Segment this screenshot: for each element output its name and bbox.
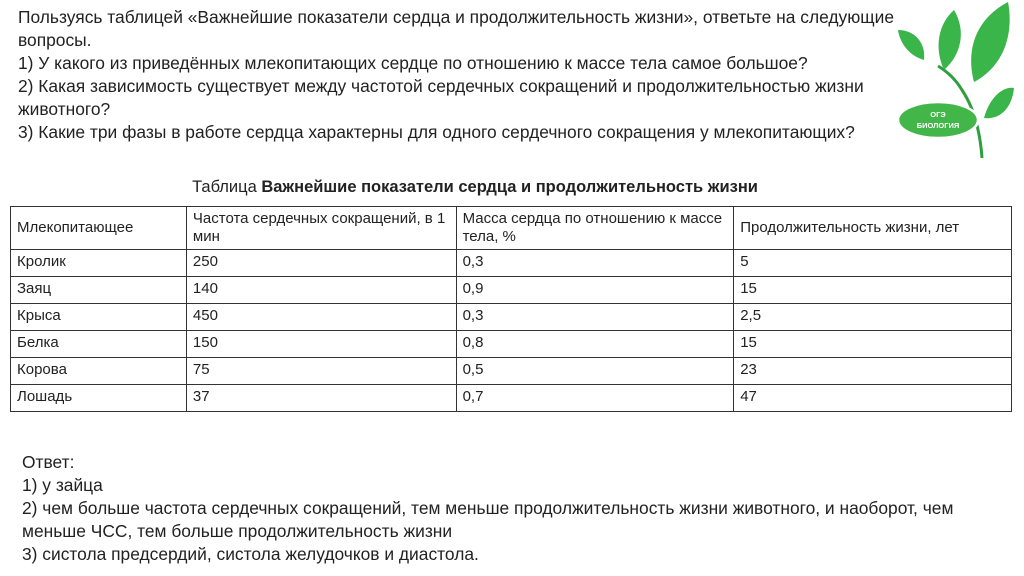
heart-indicators-table (10, 206, 1012, 412)
cell-heart-mass: 0,8 (456, 331, 734, 358)
question-2: 2) Какая зависимость существует между частотой сердечных сокращений и продолжительностью жизни животного? (18, 76, 864, 119)
badge-line-2: БИОЛОГИЯ (916, 121, 960, 130)
oge-biology-logo (896, 0, 1014, 160)
cell-lifespan: 15 (734, 331, 1012, 358)
table-row (11, 304, 1012, 331)
cell-mammal: Белка (11, 331, 187, 358)
cell-heart-mass: 0,9 (456, 277, 734, 304)
cell-mammal: Корова (11, 358, 187, 385)
cell-mammal: Заяц (11, 277, 187, 304)
cell-heart-mass: 0,7 (456, 385, 734, 412)
table-caption-prefix: Таблица (192, 178, 262, 196)
cell-heart-rate: 450 (186, 304, 456, 331)
question-intro: Пользуясь таблицей «Важнейшие показатели сердца и продолжительность жизни», ответьте на следующие вопросы. (18, 7, 894, 50)
answer-2: 2) чем больше частота сердечных сокращений, тем меньше продолжительность жизни животного, и наоборот, чем меньше ЧСС, тем больше продолжительность жизни (22, 498, 954, 541)
question-block (18, 6, 898, 144)
table-row (11, 331, 1012, 358)
cell-heart-mass: 0,3 (456, 304, 734, 331)
answer-block (22, 451, 1002, 566)
answer-heading: Ответ: (22, 452, 75, 472)
answer-1: 1) у зайца (22, 475, 103, 495)
cell-heart-mass: 0,3 (456, 250, 734, 277)
table-header-row (11, 207, 1012, 250)
leaf-icon (984, 88, 1014, 118)
badge-line-1: ОГЭ (930, 110, 946, 119)
cell-lifespan: 15 (734, 277, 1012, 304)
header-lifespan: Продолжительность жизни, лет (734, 207, 1012, 250)
table-caption (0, 176, 950, 198)
table-row (11, 385, 1012, 412)
leaf-icon (939, 10, 961, 70)
cell-heart-rate: 150 (186, 331, 456, 358)
question-3: 3) Какие три фазы в работе сердца характерны для одного сердечного сокращения у млекопитающих? (18, 122, 855, 142)
header-heart-mass: Масса сердца по отношению к массе тела, % (456, 207, 734, 250)
header-mammal: Млекопитающее (11, 207, 187, 250)
table-caption-title: Важнейшие показатели сердца и продолжительность жизни (261, 178, 758, 196)
table-row (11, 358, 1012, 385)
cell-heart-mass: 0,5 (456, 358, 734, 385)
table-row (11, 277, 1012, 304)
answer-3: 3) систола предсердий, систола желудочков и диастола. (22, 544, 479, 564)
cell-mammal: Кролик (11, 250, 187, 277)
cell-heart-rate: 75 (186, 358, 456, 385)
cell-heart-rate: 250 (186, 250, 456, 277)
cell-lifespan: 23 (734, 358, 1012, 385)
badge-background (898, 102, 978, 138)
question-1: 1) У какого из приведённых млекопитающих сердце по отношению к массе тела самое большое? (18, 53, 808, 73)
leaf-icon (971, 2, 1010, 82)
leaf-icon (898, 30, 924, 60)
cell-lifespan: 2,5 (734, 304, 1012, 331)
table-row (11, 250, 1012, 277)
cell-mammal: Крыса (11, 304, 187, 331)
cell-mammal: Лошадь (11, 385, 187, 412)
header-heart-rate: Частота сердечных сокращений, в 1 мин (186, 207, 456, 250)
cell-lifespan: 5 (734, 250, 1012, 277)
cell-lifespan: 47 (734, 385, 1012, 412)
cell-heart-rate: 37 (186, 385, 456, 412)
cell-heart-rate: 140 (186, 277, 456, 304)
